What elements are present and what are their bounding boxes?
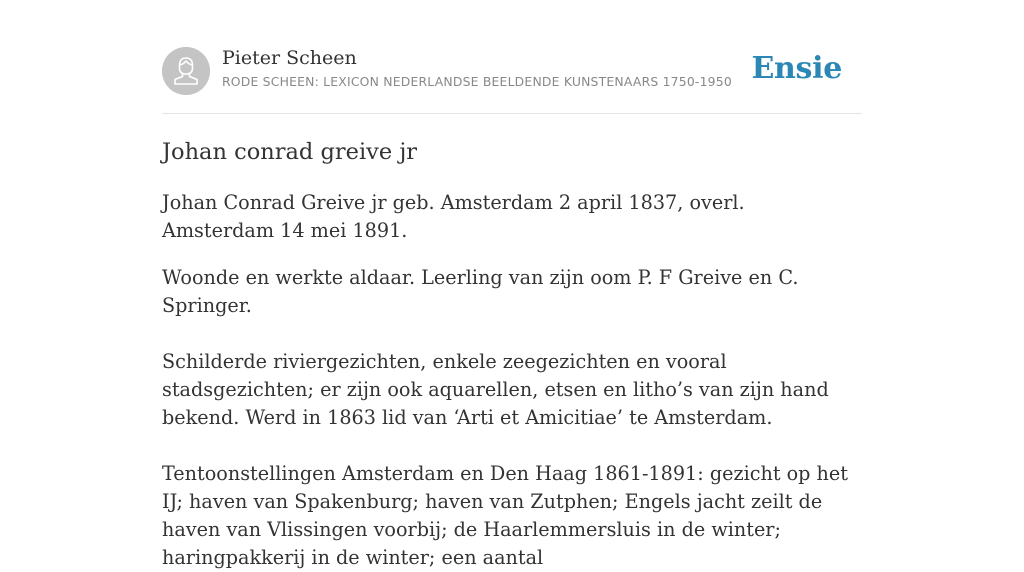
ensie-logo[interactable]: Ensie [751,51,842,86]
person-outline-icon [162,47,210,95]
article-paragraph-4: Tentoonstellingen Amsterdam en Den Haag 1861-1891: gezicht op het IJ; haven van Spakenburg; haven van Zutphen; Engels jacht zeilt de haven van Vlissingen voorbij; de Haarlemmersluis in de winter; haringpakkerij in de winter; een aantal [162,462,848,569]
article-paragraph-1: Johan Conrad Greive jr geb. Amsterdam 2 april 1837, overl. Amsterdam 14 mei 1891. [162,191,745,242]
source-title[interactable]: RODE SCHEEN: LEXICON NEDERLANDSE BEELDENDE KUNSTENAARS 1750-1950 [222,74,732,89]
article-paragraph-2: Woonde en werkte aldaar. Leerling van zijn oom P. F Greive en C. Springer. [162,266,799,317]
article-paragraph-3: Schilderde riviergezichten, enkele zeegezichten en vooral stadsgezichten; er zijn ook aquarellen, etsen en litho’s van zijn hand bekend. Werd in 1863 lid van ‘Arti et Amicitiae’ te Amsterdam. [162,350,829,429]
author-name[interactable]: Pieter Scheen [222,47,357,69]
header-divider [162,113,862,114]
article-title: Johan conrad greive jr [162,139,418,165]
user-avatar-icon[interactable] [162,47,210,95]
article-content [162,136,862,572]
article-header [162,46,862,96]
